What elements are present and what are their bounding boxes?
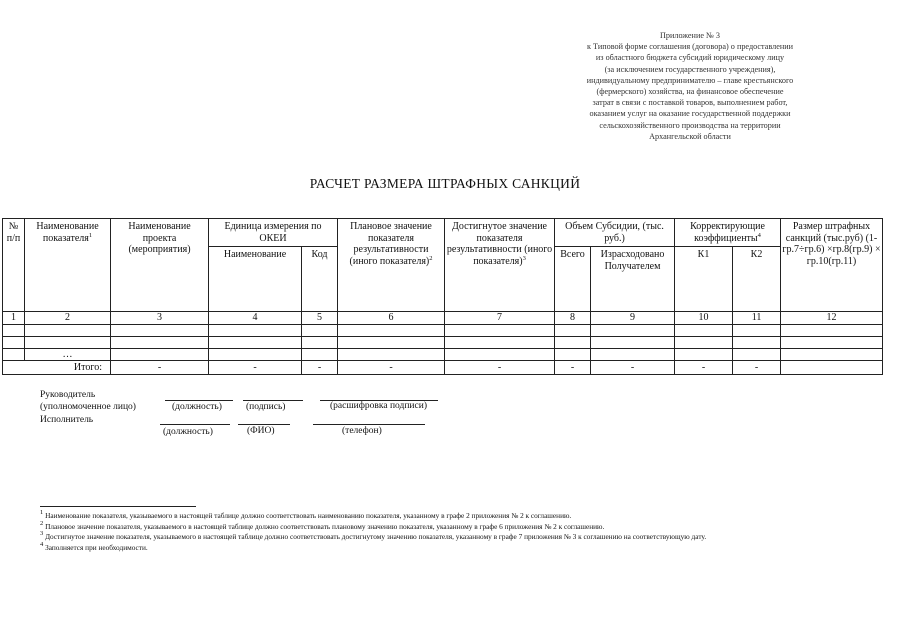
table-cell [555,324,591,336]
header-k1: К1 [675,247,733,312]
appendix-line: (фермерского) хозяйства, на финансовое обеспечение [596,87,784,97]
total-cell: - [591,361,675,375]
table-cell [302,324,338,336]
table-cell [338,324,445,336]
table-cell [302,336,338,348]
column-number: 2 [25,312,111,325]
footnote-mark-2: 2 [429,254,433,262]
column-number: 4 [209,312,302,325]
table-cell [209,336,302,348]
header-indicator-text: Наименование показателя [36,221,99,244]
table-cell [733,324,781,336]
total-cell: - [733,361,781,375]
table-row [3,324,883,336]
appendix-line: к Типовой форме соглашения (договора) о предоставлении [587,42,793,52]
column-number: 9 [591,312,675,325]
header-unit-name: Наименование [209,247,302,312]
table-cell [591,348,675,361]
footnote-mark: 2 [40,519,44,527]
executor-label: Исполнитель [40,415,94,425]
column-number: 3 [111,312,209,325]
total-cell: - [338,361,445,375]
table-cell [555,348,591,361]
table-cell [591,336,675,348]
footnote-mark-3: 3 [522,254,526,262]
table-cell [781,348,883,361]
header-k2: К2 [733,247,781,312]
column-number: 7 [445,312,555,325]
header-num [3,219,25,312]
header-num-text: № п/п [6,221,21,244]
total-cell: - [445,361,555,375]
table-cell [675,336,733,348]
header-indicator [25,219,111,312]
executor-position-caption: (должность) [163,427,213,437]
header-subsidy: Объем Субсидии, (тыс. руб.) [555,219,675,247]
header-subsidy-total: Всего [555,247,591,312]
footnote [40,540,840,554]
head-sub-label: (уполномоченное лицо) [40,402,136,412]
table-cell [591,324,675,336]
ellipsis-cell: … [25,348,111,361]
table-cell [111,324,209,336]
table-cell [733,336,781,348]
total-cell [781,361,883,375]
appendix-line: Архангельской области [649,131,731,141]
header-penalty: Размер штрафных санкций (тыс.руб) (1-гр.7÷гр.6) ×гр.8(гр.9) × гр.10(гр.11) [781,219,883,312]
column-number: 8 [555,312,591,325]
footnote-mark: 1 [40,509,44,516]
table-cell [209,348,302,361]
footnote [40,519,840,533]
executor-name-caption: (ФИО) [247,426,275,436]
footnote-mark-4: 4 [757,231,761,239]
footnote-separator [40,506,196,507]
table-cell [445,324,555,336]
header-achieved [445,219,555,312]
head-position-line [165,400,233,401]
table-cell [445,348,555,361]
table-cell [111,348,209,361]
head-position-caption: (должность) [172,402,222,412]
executor-phone-caption: (телефон) [342,426,382,436]
table-cell [3,324,25,336]
table-cell [675,324,733,336]
footnote-mark-1: 1 [88,231,93,239]
total-row [3,361,883,375]
footnote-text: Достигнутое значение показателя, указываемого в настоящей таблице должно соответствовать достигнутому значению показателя, указанному в графе 7 приложения № 3 к соглашению на соответствующую дату. [45,532,707,541]
total-label: Итого: [3,361,111,375]
appendix-line: (за исключением государственного учреждения), [604,64,776,74]
table-cell [781,336,883,348]
penalty-table [2,218,883,375]
column-number: 6 [338,312,445,325]
column-number: 12 [781,312,883,325]
header-planned-text: Плановое значение показателя результативности (иного показателя) [349,221,432,267]
table-cell [302,348,338,361]
appendix-line: оказанием услуг на оказание государственной поддержки [589,109,791,119]
table-cell [209,324,302,336]
table-cell [733,348,781,361]
executor-phone-line [313,424,425,425]
footnote-mark: 3 [40,530,44,537]
appendix-header [520,30,860,142]
table-cell [25,324,111,336]
executor-position-line [160,424,230,425]
table-header-row [3,219,883,247]
column-number: 11 [733,312,781,325]
table-cell [25,336,111,348]
footnote-text: Наименование показателя, указываемого в настоящей таблице должно соответствовать наименованию показателя, указанному в графе 2 приложения № 2 к соглашению. [45,511,572,520]
table-row-ellipsis [3,348,883,361]
total-cell: - [555,361,591,375]
column-number: 10 [675,312,733,325]
table-cell [338,336,445,348]
total-cell: - [302,361,338,375]
total-cell: - [209,361,302,375]
header-coef [675,219,781,247]
footnote [40,511,840,522]
appendix-line: затрат в связи с поставкой товаров, выполнением работ, [592,98,788,108]
header-planned [338,219,445,312]
head-label: Руководитель [40,390,96,400]
table-cell [675,348,733,361]
table-cell [3,348,25,361]
header-unit-code: Код [302,247,338,312]
appendix-line: индивидуальному предпринимателю – главе крестьянского [586,75,794,85]
head-decoding-caption: (расшифровка подписи) [330,401,427,411]
header-coef-text: Корректирующие коэффициенты [690,221,765,244]
table-cell [781,324,883,336]
column-numbers-row [3,312,883,325]
column-number: 5 [302,312,338,325]
head-signature-line [243,400,303,401]
table-row [3,336,883,348]
appendix-line: Приложение № 3 [660,31,720,40]
executor-name-line [238,424,290,425]
table-cell [3,336,25,348]
table-cell [445,336,555,348]
header-unit: Единица измерения по ОКЕИ [209,219,338,247]
appendix-line: из областного бюджета субсидий юридическому лицу [595,53,785,63]
footnote-text: Заполняется при необходимости. [45,542,148,552]
header-achieved-text: Достигнутое значение показателя результативности (иного показателя) [446,221,553,267]
table-cell [338,348,445,361]
document-title: РАСЧЕТ РАЗМЕРА ШТРАФНЫХ САНКЦИЙ [309,176,581,191]
header-project: Наименование проекта (мероприятия) [111,219,209,312]
table-cell [555,336,591,348]
total-cell: - [675,361,733,375]
total-cell: - [111,361,209,375]
header-subsidy-spent: Израсходовано Получателем [591,247,675,312]
footnote [40,532,840,543]
head-signature-caption: (подпись) [246,402,286,412]
footnote-text: Плановое значение показателя, указываемого в настоящей таблице должно соответствовать плановому значению показателя, указанному в графе 6 приложения № 2 к соглашению. [45,521,605,531]
column-number: 1 [3,312,25,325]
appendix-line: сельскохозяйственного производства на территории [599,120,781,130]
table-cell [111,336,209,348]
footnote-mark: 4 [40,540,44,548]
footnotes [40,511,840,553]
